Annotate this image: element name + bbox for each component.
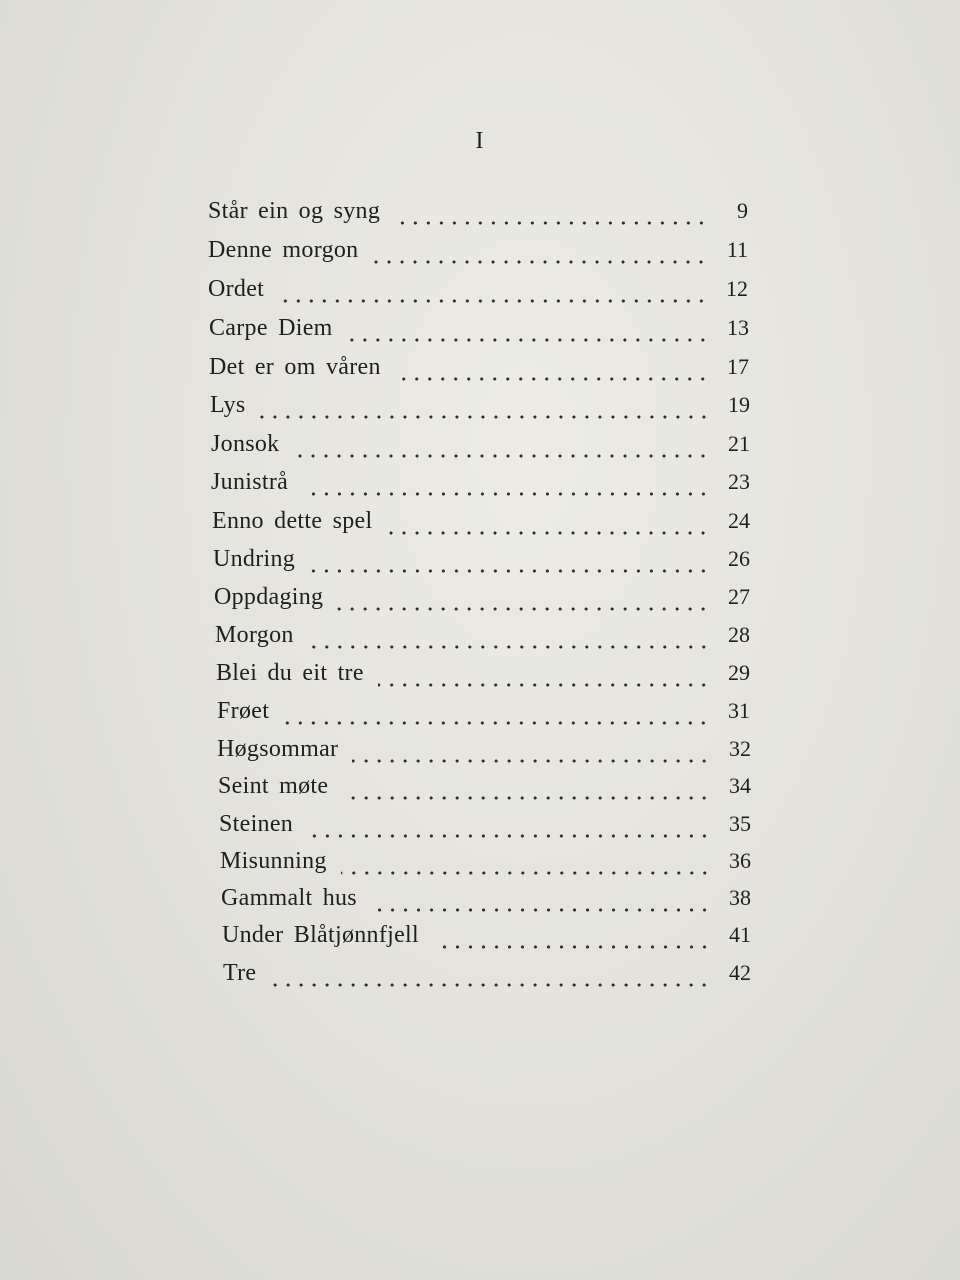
toc-entry bbox=[216, 660, 750, 698]
toc-entry bbox=[218, 773, 751, 811]
toc-entry-title: Misunning bbox=[220, 848, 327, 874]
toc-entry bbox=[217, 698, 750, 736]
toc-entry bbox=[209, 315, 749, 353]
dot-leader bbox=[433, 945, 711, 949]
toc-entry bbox=[211, 431, 750, 469]
toc-entry-page: 21 bbox=[728, 431, 750, 456]
toc-entry-title: Ordet bbox=[208, 276, 265, 302]
toc-entry-page: 31 bbox=[728, 698, 750, 723]
dot-leader bbox=[352, 759, 711, 763]
toc-entry-title: Undring bbox=[213, 546, 296, 572]
dot-leader bbox=[394, 221, 708, 225]
toc-entry bbox=[221, 885, 751, 923]
toc-entry bbox=[212, 508, 750, 546]
toc-entry bbox=[217, 736, 751, 774]
dot-leader bbox=[341, 871, 711, 875]
toc-entry-title: Frøet bbox=[217, 698, 270, 724]
dot-leader bbox=[371, 908, 711, 912]
toc-entry-title: Det er om våren bbox=[209, 354, 381, 380]
toc-entry-title: Blei du eit tre bbox=[216, 660, 364, 686]
toc-entry bbox=[208, 276, 748, 314]
toc-entry-page: 32 bbox=[729, 736, 751, 761]
dot-leader bbox=[293, 454, 710, 458]
toc-entry-title: Høgsommar bbox=[217, 736, 339, 762]
toc-entry-title: Steinen bbox=[219, 811, 294, 837]
toc-entry-title: Enno dette spel bbox=[212, 508, 373, 534]
toc-entry-page: 11 bbox=[726, 237, 748, 262]
toc-entry-title: Gammalt hus bbox=[221, 885, 357, 911]
toc-entry-page: 19 bbox=[728, 392, 750, 417]
dot-leader bbox=[260, 415, 710, 419]
section-heading: I bbox=[475, 128, 485, 154]
toc-entry bbox=[209, 354, 749, 392]
toc-entry-page: 13 bbox=[727, 315, 749, 340]
dot-leader bbox=[308, 645, 710, 649]
toc-entry-title: Tre bbox=[223, 960, 257, 986]
toc-entry-title: Morgon bbox=[215, 622, 294, 648]
toc-entry-page: 35 bbox=[729, 811, 751, 836]
toc-entry-page: 29 bbox=[728, 660, 750, 685]
dot-leader bbox=[309, 569, 710, 573]
dot-leader bbox=[342, 796, 711, 800]
toc-entry bbox=[214, 584, 750, 622]
toc-entry bbox=[223, 960, 751, 998]
toc-entry-page: 34 bbox=[729, 773, 751, 798]
dot-leader bbox=[378, 683, 710, 687]
toc-entry-title: Carpe Diem bbox=[209, 315, 333, 341]
toc-entry-title: Seint møte bbox=[218, 773, 329, 799]
toc-entry-title: Jonsok bbox=[211, 431, 280, 457]
toc-entry bbox=[215, 622, 750, 660]
toc-entry bbox=[211, 469, 750, 507]
toc-entry-page: 26 bbox=[728, 546, 750, 571]
dot-leader bbox=[386, 531, 710, 535]
toc-entry-page: 17 bbox=[727, 354, 749, 379]
toc-entry-title: Oppdaging bbox=[214, 584, 324, 610]
toc-entry-page: 12 bbox=[726, 276, 748, 301]
dot-leader bbox=[283, 721, 710, 725]
toc-entry bbox=[208, 237, 748, 275]
dot-leader bbox=[302, 492, 710, 496]
toc-entry-page: 36 bbox=[729, 848, 751, 873]
dot-leader bbox=[337, 607, 710, 611]
toc-entry-title: Står ein og syng bbox=[208, 198, 381, 224]
toc-entry-title: Denne morgon bbox=[208, 237, 359, 263]
toc-entry-title: Lys bbox=[210, 392, 246, 418]
dot-leader bbox=[270, 983, 711, 987]
toc-entry bbox=[222, 922, 751, 960]
toc-entry bbox=[208, 198, 748, 236]
toc-entry-page: 41 bbox=[729, 922, 751, 947]
toc-entry-page: 38 bbox=[729, 885, 751, 910]
toc-entry-page: 28 bbox=[728, 622, 750, 647]
dot-leader bbox=[395, 377, 709, 381]
dot-leader bbox=[372, 260, 708, 264]
dot-leader bbox=[347, 338, 709, 342]
toc-entry-title: Under Blåtjønnfjell bbox=[222, 922, 419, 948]
toc-entry bbox=[220, 848, 751, 886]
dot-leader bbox=[278, 299, 708, 303]
toc-entry bbox=[213, 546, 750, 584]
toc-entry-page: 9 bbox=[737, 198, 748, 223]
toc-entry bbox=[210, 392, 750, 430]
toc-entry-page: 24 bbox=[728, 508, 750, 533]
toc-entry bbox=[219, 811, 751, 849]
toc-entry-page: 42 bbox=[729, 960, 751, 985]
toc-entry-title: Junistrå bbox=[211, 469, 289, 495]
dot-leader bbox=[307, 834, 711, 838]
toc-entry-page: 23 bbox=[728, 469, 750, 494]
toc-entry-page: 27 bbox=[728, 584, 750, 609]
